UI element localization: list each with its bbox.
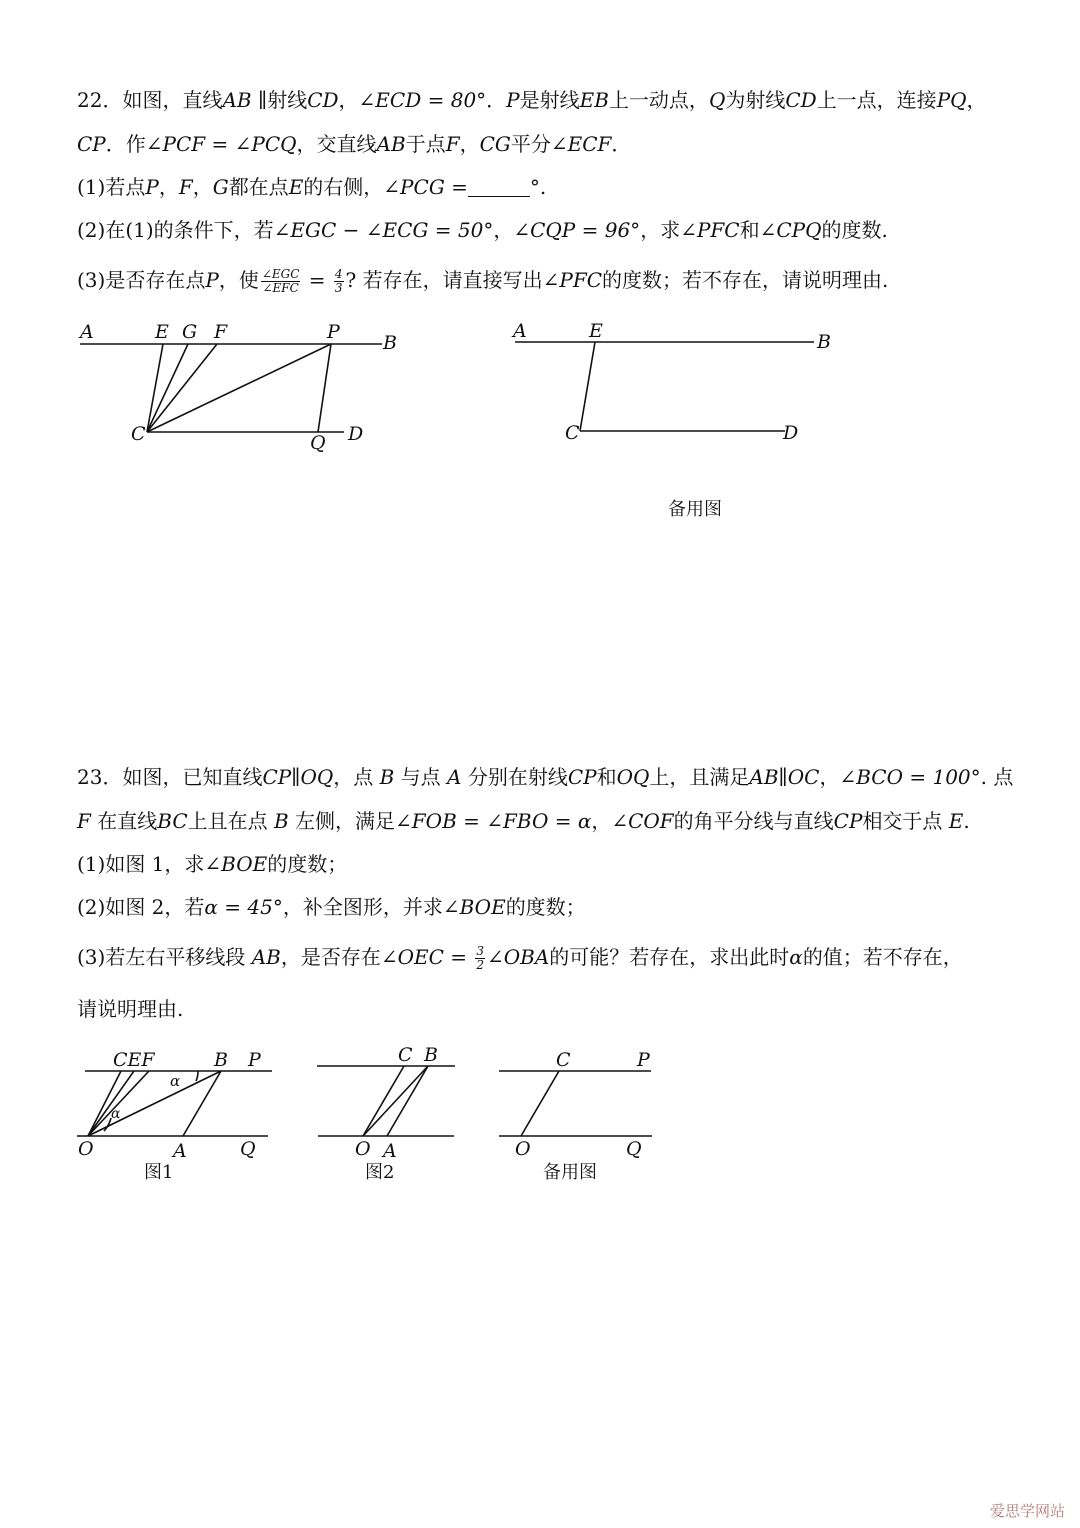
label-P: P [637, 1049, 650, 1071]
spare-figure-caption-2: 备用图 [543, 1162, 597, 1183]
label-P: P [327, 321, 340, 343]
label-C: C [565, 422, 580, 444]
label-alpha-2: α [111, 1106, 121, 1122]
q23-figure-1-labels [78, 1049, 262, 1183]
label-B: B [214, 1049, 228, 1071]
label-P: P [248, 1049, 261, 1071]
label-O: O [355, 1138, 371, 1160]
label-F: F [214, 321, 228, 343]
q23-part-3: (3)若左右平移线段 AB，是否存在∠OEC = $\frac{3}{2}$ ∠OBA的可能？若存在，求出此时α的值；若不存在， [77, 944, 963, 972]
label-O: O [515, 1138, 531, 1160]
q23-part-1: (1)如图 1，求∠BOE的度数； [77, 852, 348, 876]
q22-line-2: CP．作∠PCF = ∠PCQ，交直线AB于点F，CG平分∠ECF． [77, 132, 632, 156]
label-A: A [80, 321, 94, 343]
fraction-4-3: $\frac{4}{3}$ [334, 267, 343, 295]
q22-part-2: (2)在(1)的条件下，若∠EGC − ∠ECG = 50°，∠CQP = 96°，求∠PFC和∠CPQ的度数. [77, 218, 888, 242]
label-D: D [783, 422, 799, 444]
q23-part-3-cont: 请说明理由. [77, 997, 184, 1021]
fraction-3-2: $\frac{3}{2}$ [476, 944, 484, 972]
q23-figure-spare [499, 1071, 652, 1136]
label-Q: Q [626, 1138, 642, 1160]
q23-line-2: F 在直线BC上且在点 B 左侧，满足∠FOB = ∠FBO = α，∠COF的角平分线与直线CP相交于点 E. [77, 809, 970, 833]
label-A: A [383, 1140, 397, 1162]
label-E: E [589, 320, 603, 342]
q23-figure-2-labels [355, 1044, 438, 1183]
q23-figure-spare-labels [515, 1049, 651, 1183]
label-B: B [424, 1044, 438, 1066]
label-Q: Q [240, 1138, 256, 1160]
label-D: D [348, 423, 364, 445]
spare-figure-caption: 备用图 [668, 499, 722, 520]
label-A: A [173, 1140, 187, 1162]
q22-figure-spare-labels [511, 320, 831, 520]
label-C: C [131, 423, 146, 445]
label-B: B [383, 332, 397, 354]
label-C: C [398, 1044, 413, 1066]
label-Q: Q [310, 432, 326, 454]
q22-figure-spare [515, 342, 814, 431]
label-A: A [513, 320, 527, 342]
label-C: C [556, 1049, 571, 1071]
q23-line-1: 23．如图，已知直线CP∥OQ，点 B 与点 A 分别在射线CP和OQ上，且满足AB∥OC，∠BCO = 100°. 点 [77, 765, 1014, 789]
q22-line-1: 22．如图，直线AB ∥射线CD，∠ECD = 80°．P是射线EB上一动点，Q为射线CD上一点，连接PQ， [77, 88, 987, 112]
label-alpha-1: α [170, 1072, 181, 1090]
site-watermark: 爱思学网站 [990, 1502, 1066, 1520]
q22-figure-main [80, 344, 382, 432]
label-G: G [182, 321, 198, 343]
q22-part-3: (3)是否存在点P，使 $\frac{\text{∠EGC}}{\text{∠EFC}}$ = $\frac{4}{3}$ ? 若存在，请直接写出∠PFC的度数；若不存在，请说明理由. [77, 267, 889, 295]
q22-part-1: (1)若点P，F，G都在点E的右侧，∠PCG = °. [77, 175, 547, 199]
label-O: O [78, 1138, 94, 1160]
label-B: B [817, 331, 831, 353]
q22-figure-main-labels [78, 321, 397, 454]
figure-1-caption: 图1 [144, 1162, 174, 1183]
fraction-egc-efc: $\frac{\text{∠EGC}}{\text{∠EFC}}$ [261, 267, 300, 295]
q23-figure-2 [317, 1066, 455, 1136]
q23-part-2: (2)如图 2，若α = 45°，补全图形，并求∠BOE的度数； [77, 895, 586, 919]
figure-2-caption: 图2 [365, 1162, 395, 1183]
label-CEF: CEF [113, 1049, 155, 1071]
label-E: E [155, 321, 169, 343]
